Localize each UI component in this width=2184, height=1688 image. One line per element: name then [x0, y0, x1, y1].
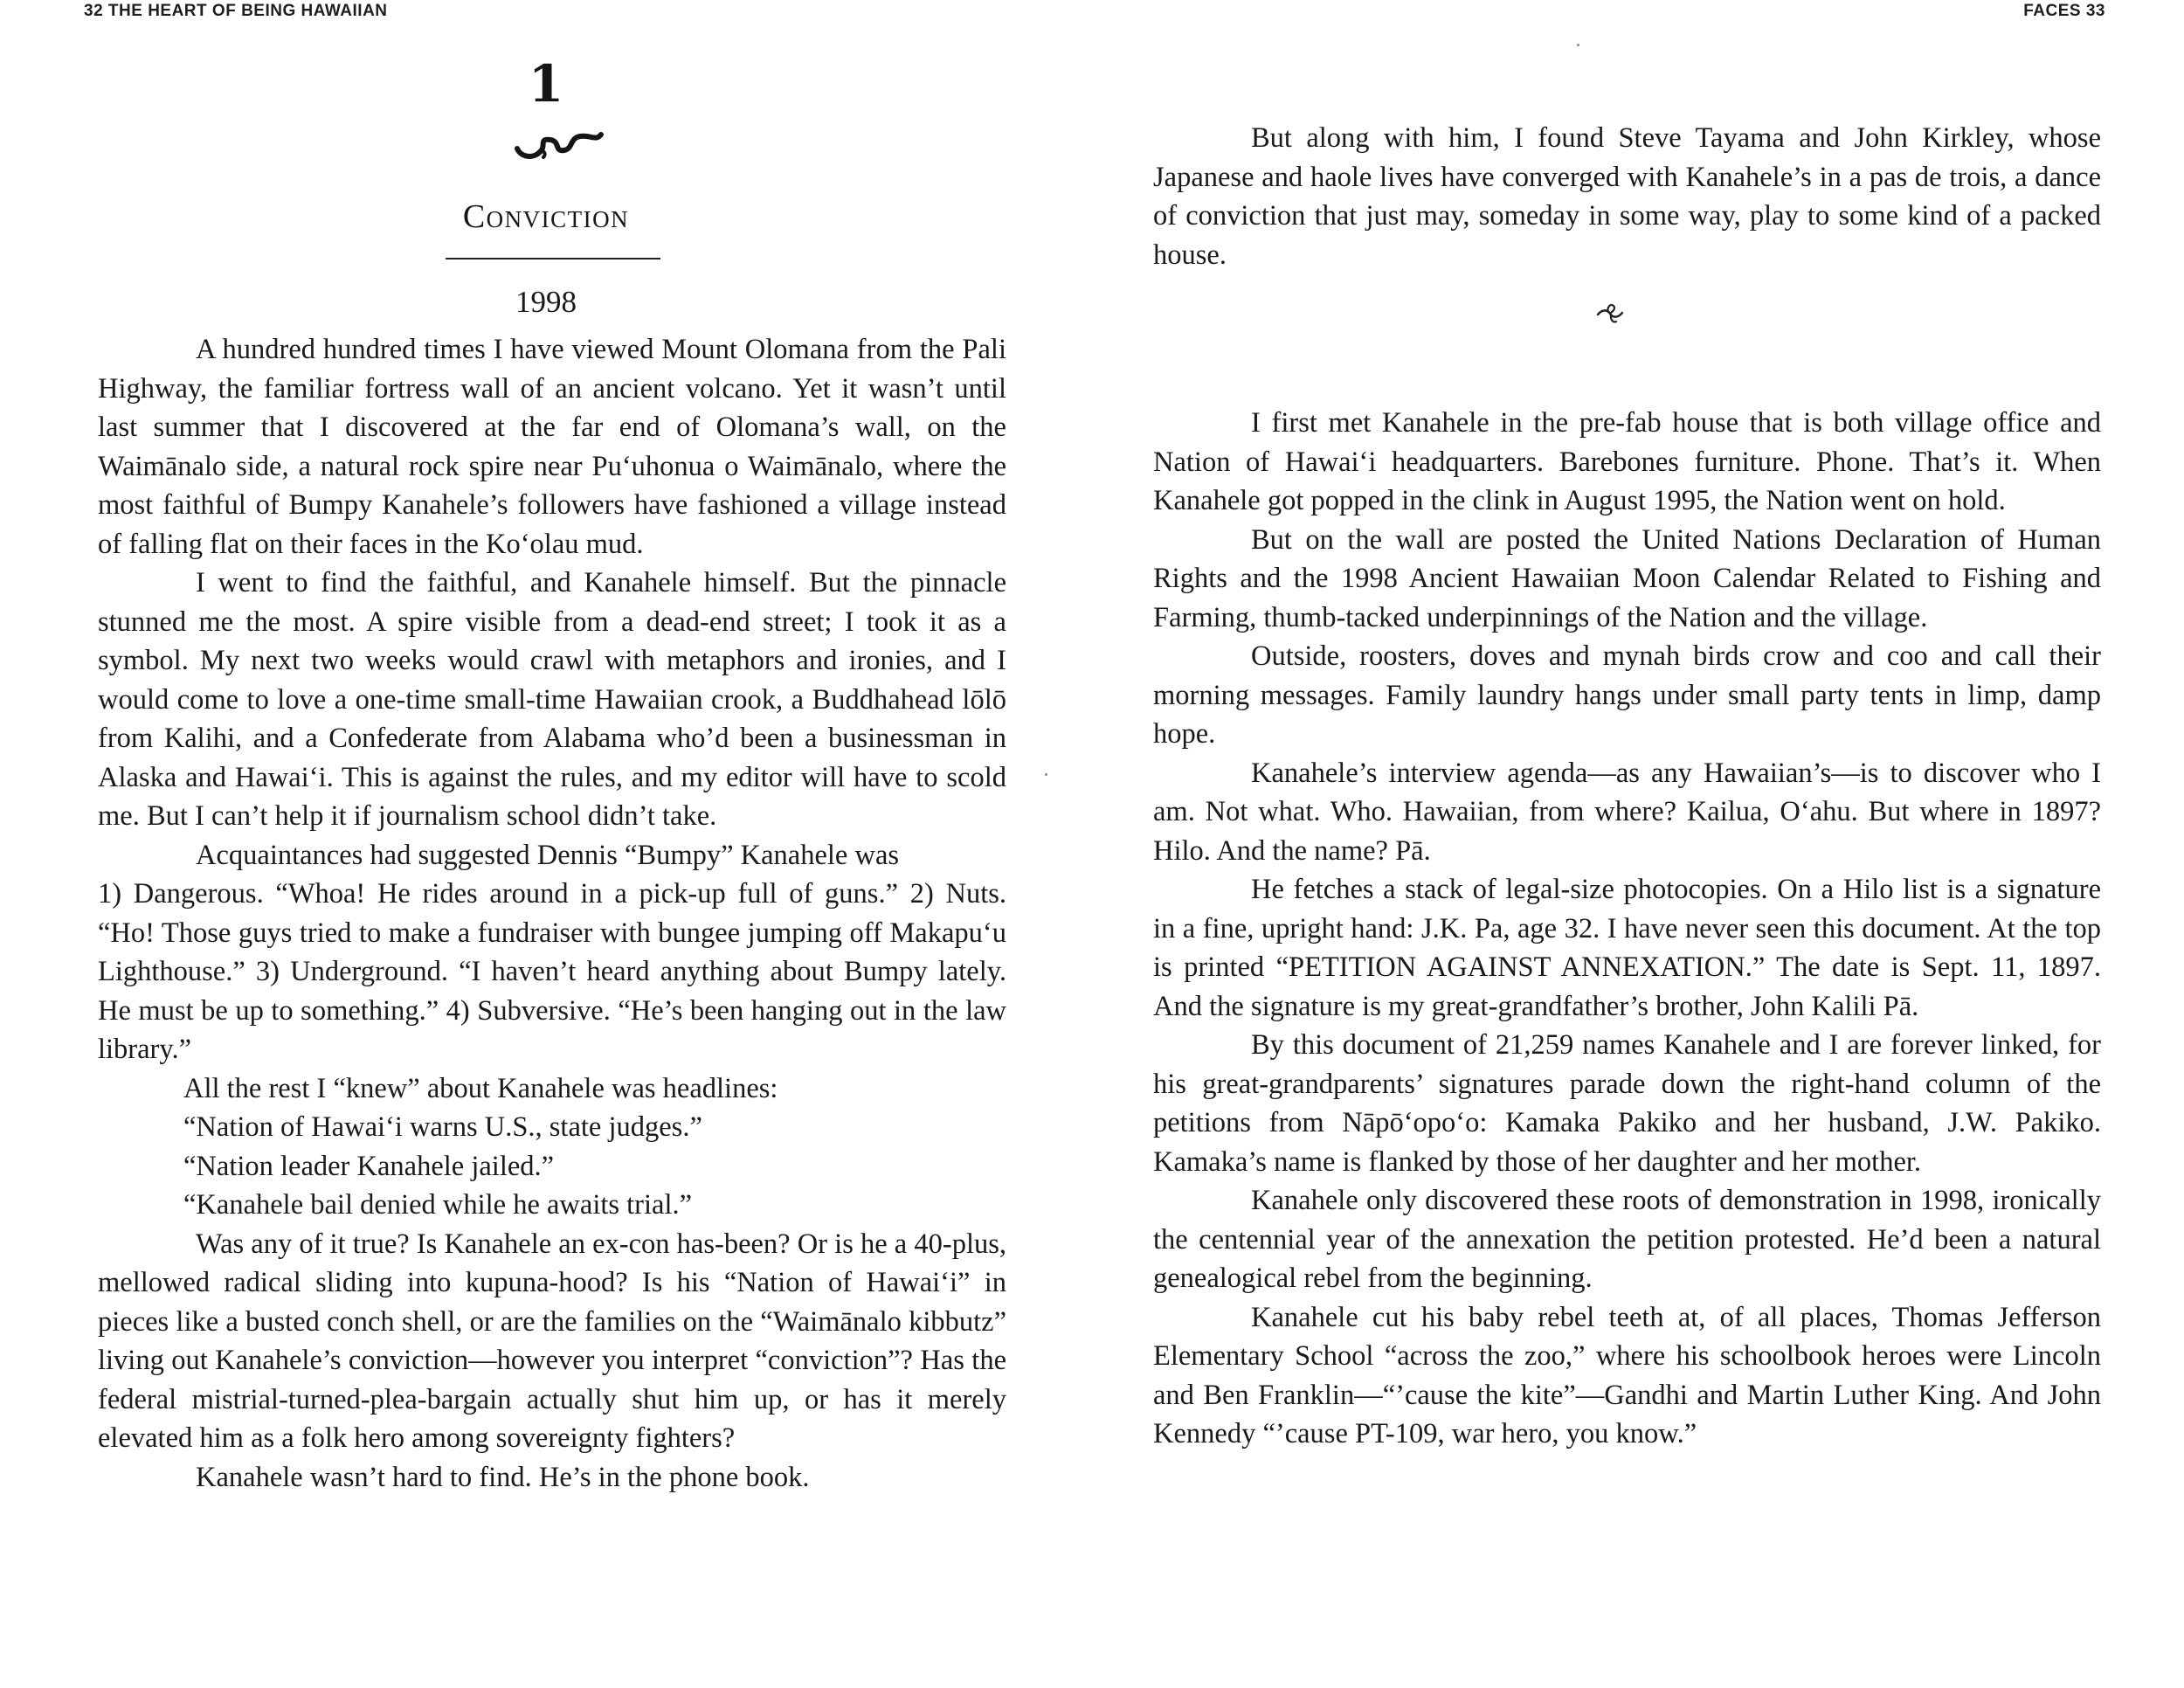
headline-quote: “Nation of Hawai‘i warns U.S., state judges.” [183, 1111, 702, 1143]
paragraph: Acquaintances had suggested Dennis “Bumpy” Kanahele was [196, 839, 900, 871]
right-page [1092, 0, 2184, 1688]
right-body-text [1153, 119, 2101, 1454]
title-underline [446, 258, 660, 259]
paragraph: A hundred hundred times I have viewed Mount Olomana from the Pali Highway, the familiar fortress wall of an ancient volcano. Yet it wasn’t until last summer that I discovered at the far end of Olomana’s wall, on the Waimānalo side, a natural rock spire near Pu‘uhonua o Waimānalo, where the most faithful of Bumpy Kanahele’s followers have fashioned a village instead of falling flat on their faces in the Ko‘olau mud. [98, 334, 1006, 560]
right-running-head: FACES 33 [2023, 2, 2105, 20]
paragraph: Kanahele cut his baby rebel teeth at, of all places, Thomas Jefferson Elementary School “across the zoo,” where his schoolbook heroes were Lincoln and Ben Franklin—“’cause the kite”—Gandhi and Martin Luther King. And John Kennedy “’cause PT-109, war hero, you know.” [1153, 1301, 2101, 1449]
chapter-year: 1998 [515, 285, 577, 319]
scan-speck [1045, 773, 1047, 776]
paragraph: Was any of it true? Is Kanahele an ex-con has-been? Or is he a 40-plus, mellowed radical sliding into kupuna-hood? Is his “Nation of Hawai‘i” in pieces like a busted conch shell, or are the families on the “Waimānalo kibbutz” living out Kanahele’s conviction—however you interpret “conviction”? Has the federal mistrial-turned-plea-bargain actually shut him up, or has it merely elevated him as a folk hero among sovereignty fighters? [98, 1228, 1006, 1454]
headline-quote: “Nation leader Kanahele jailed.” [183, 1150, 555, 1182]
scan-speck [1577, 44, 1579, 46]
headlines-intro: All the rest I “knew” about Kanahele was headlines: [183, 1072, 778, 1104]
swirl-ornament-icon [512, 122, 608, 166]
paragraph: I went to find the faithful, and Kanahele himself. But the pinnacle stunned me the most. A spire visible from a dead-end street; I took it as a symbol. My next two weeks would crawl with metaphors and ironies, and I would come to love a one-time small-time Hawaiian crook, a Buddhahead lōlō from Kalihi, and a Confederate from Alabama who’d been a businessman in Alaska and Hawai‘i. This is against the rules, and my editor will have to scold me. But I can’t help it if journalism school didn’t take. [98, 567, 1006, 832]
left-body-text [98, 330, 1006, 1497]
paragraph: Kanahele only discovered these roots of demonstration in 1998, ironically the centennial year of the annexation the petition protested. He’d been a natural genealogical rebel from the beginning. [1153, 1185, 2101, 1294]
section-break [1153, 274, 2101, 404]
paragraph: Kanahele wasn’t hard to find. He’s in the phone book. [196, 1461, 810, 1493]
paragraph: By this document of 21,259 names Kanahele and I are forever linked, for his great-grandparents’ signatures parade down the right-hand column of the petitions from Nāpō‘opo‘o: Kamaka Pakiko and her husband, J.W. Pakiko. Kamaka’s name is flanked by those of her daughter and her mother. [1153, 1029, 2101, 1178]
chapter-title: Conviction [462, 198, 630, 235]
paragraph: Outside, roosters, doves and mynah birds crow and coo and call their morning messages. Family laundry hangs under small party tents in limp, damp hope. [1153, 640, 2101, 750]
headline-quote: “Kanahele bail denied while he awaits trial.” [183, 1189, 693, 1221]
paragraph: I first met Kanahele in the pre-fab house that is both village office and Nation of Hawai‘i headquarters. Barebones furniture. Phone. That’s it. When Kanahele got popped in the clink in August 1995, the Nation went on hold. [1153, 407, 2101, 516]
leaf-ornament-icon [1595, 301, 1625, 327]
chapter-number: 1 [528, 54, 564, 114]
paragraph: But on the wall are posted the United Nations Declaration of Human Rights and the 1998 Ancient Hawaiian Moon Calendar Related to Fishing and Farming, thumb-tacked underpinnings of the Nation and the village. [1153, 523, 2101, 633]
paragraph: He fetches a stack of legal-size photocopies. On a Hilo list is a signature in a fine, upright hand: J.K. Pa, age 32. I have never seen this document. At the top is printed “PETITION AGAINST ANNEXATION.” The date is Sept. 11, 1897. And the signature is my great-grandfather’s brother, John Kalili Pā. [1153, 874, 2101, 1022]
paragraph: Kanahele’s interview agenda—as any Hawaiian’s—is to discover who I am. Not what. Who. Hawaiian, from where? Kailua, O‘ahu. But where in 1897? Hilo. And the name? Pā. [1153, 757, 2101, 867]
left-running-head: 32 THE HEART OF BEING HAWAIIAN [84, 2, 388, 20]
paragraph: But along with him, I found Steve Tayama and John Kirkley, whose Japanese and haole lives have converged with Kanahele’s in a pas de trois, a dance of conviction that just may, someday in some way, play to some kind of a packed house. [1153, 122, 2101, 271]
list-paragraph: 1) Dangerous. “Whoa! He rides around in a pick-up full of guns.” 2) Nuts. “Ho! Those guys tried to make a fundraiser with bungee jumping off Makapu‘u Lighthouse.” 3) Underground. “I haven’t heard anything about Bumpy lately. He must be up to something.” 4) Subversive. “He’s been hanging out in the law library.” [98, 878, 1006, 1065]
